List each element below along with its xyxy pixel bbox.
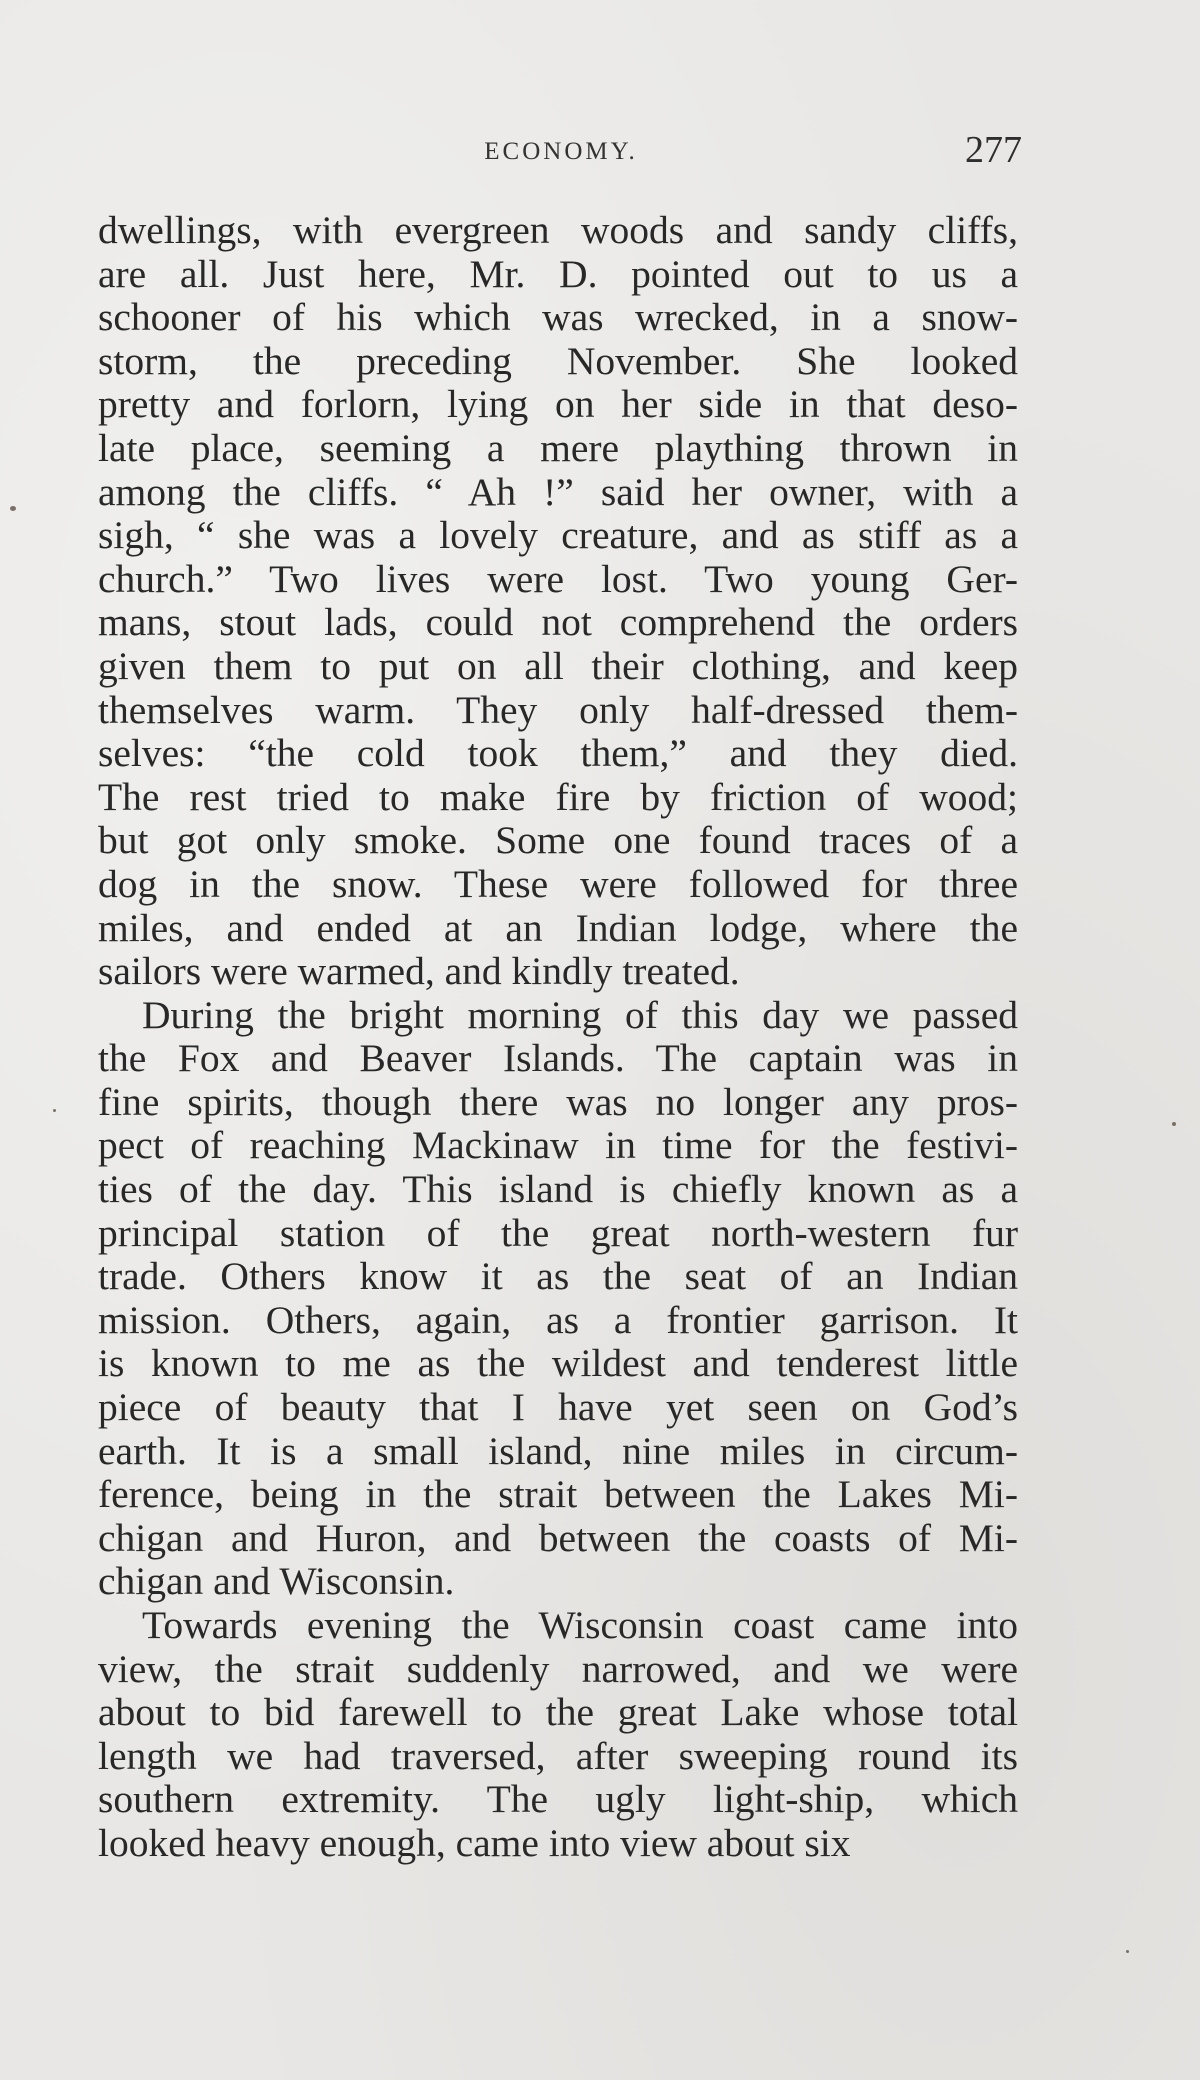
- text-line: principal station of the great north-western fur: [98, 1210, 1018, 1255]
- page-header: [100, 128, 1022, 178]
- text-line: piece of beauty that I have yet seen on God’s: [98, 1385, 1018, 1430]
- text-line: miles, and ended at an Indian lodge, where the: [98, 905, 1018, 950]
- body-text: [98, 209, 1018, 1866]
- paper-speck: [1172, 1122, 1176, 1126]
- text-line: chigan and Wisconsin.: [98, 1559, 455, 1604]
- text-line: pretty and forlorn, lying on her side in that deso-: [98, 382, 1018, 427]
- text-line: church.” Two lives were lost. Two young Ger-: [98, 556, 1018, 601]
- text-line: mans, stout lads, could not comprehend the orders: [98, 600, 1018, 645]
- text-line: ties of the day. This island is chiefly known as a: [98, 1167, 1018, 1212]
- paper-speck: [53, 1109, 56, 1112]
- text-line: is known to me as the wildest and tenderest little: [98, 1341, 1018, 1386]
- text-line: sailors were warmed, and kindly treated.: [98, 949, 740, 994]
- text-line: selves: “the cold took them,” and they died.: [98, 731, 1018, 776]
- text-line: but got only smoke. Some one found traces of a: [98, 818, 1018, 863]
- text-line: chigan and Huron, and between the coasts of Mi-: [98, 1515, 1018, 1560]
- text-line: about to bid farewell to the great Lake whose total: [98, 1690, 1018, 1735]
- text-line: length we had traversed, after sweeping round its: [98, 1733, 1018, 1778]
- text-line: trade. Others know it as the seat of an Indian: [98, 1254, 1018, 1299]
- text-line: Towards evening the Wisconsin coast came into: [142, 1603, 1018, 1647]
- text-line: schooner of his which was wrecked, in a snow-: [98, 295, 1018, 340]
- text-line: mission. Others, again, as a frontier garrison. It: [98, 1297, 1018, 1342]
- text-line: themselves warm. They only half-dressed them-: [98, 687, 1018, 732]
- paper-speck: [10, 506, 16, 511]
- text-line: pect of reaching Mackinaw in time for the festivi-: [98, 1123, 1018, 1168]
- text-line: fine spirits, though there was no longer any pros-: [98, 1079, 1018, 1124]
- text-line: dwellings, with evergreen woods and sandy cliffs,: [98, 208, 1018, 252]
- text-line: among the cliffs. “ Ah !” said her owner, with a: [98, 469, 1018, 514]
- text-line: earth. It is a small island, nine miles in circum-: [98, 1428, 1018, 1473]
- text-line: looked heavy enough, came into view about six: [98, 1820, 851, 1865]
- text-line: During the bright morning of this day we passed: [142, 992, 1018, 1037]
- text-line: sigh, “ she was a lovely creature, and as stiff as a: [98, 513, 1018, 558]
- text-line: view, the strait suddenly narrowed, and we were: [98, 1646, 1018, 1691]
- text-line: dog in the snow. These were followed for three: [98, 861, 1018, 906]
- text-line: late place, seeming a mere plaything thrown in: [98, 425, 1018, 470]
- running-head: ECONOMY.: [484, 138, 638, 165]
- text-line: southern extremity. The ugly light-ship, which: [98, 1777, 1018, 1822]
- page-number: 277: [965, 129, 1022, 171]
- text-line: given them to put on all their clothing, and keep: [98, 643, 1018, 688]
- text-line: the Fox and Beaver Islands. The captain was in: [98, 1036, 1018, 1081]
- text-line: storm, the preceding November. She looked: [98, 338, 1018, 383]
- text-line: ference, being in the strait between the Lakes Mi-: [98, 1472, 1018, 1517]
- paper-speck: [1126, 1950, 1129, 1953]
- text-line: are all. Just here, Mr. D. pointed out to us a: [98, 251, 1018, 296]
- text-line: The rest tried to make fire by friction of wood;: [98, 774, 1018, 819]
